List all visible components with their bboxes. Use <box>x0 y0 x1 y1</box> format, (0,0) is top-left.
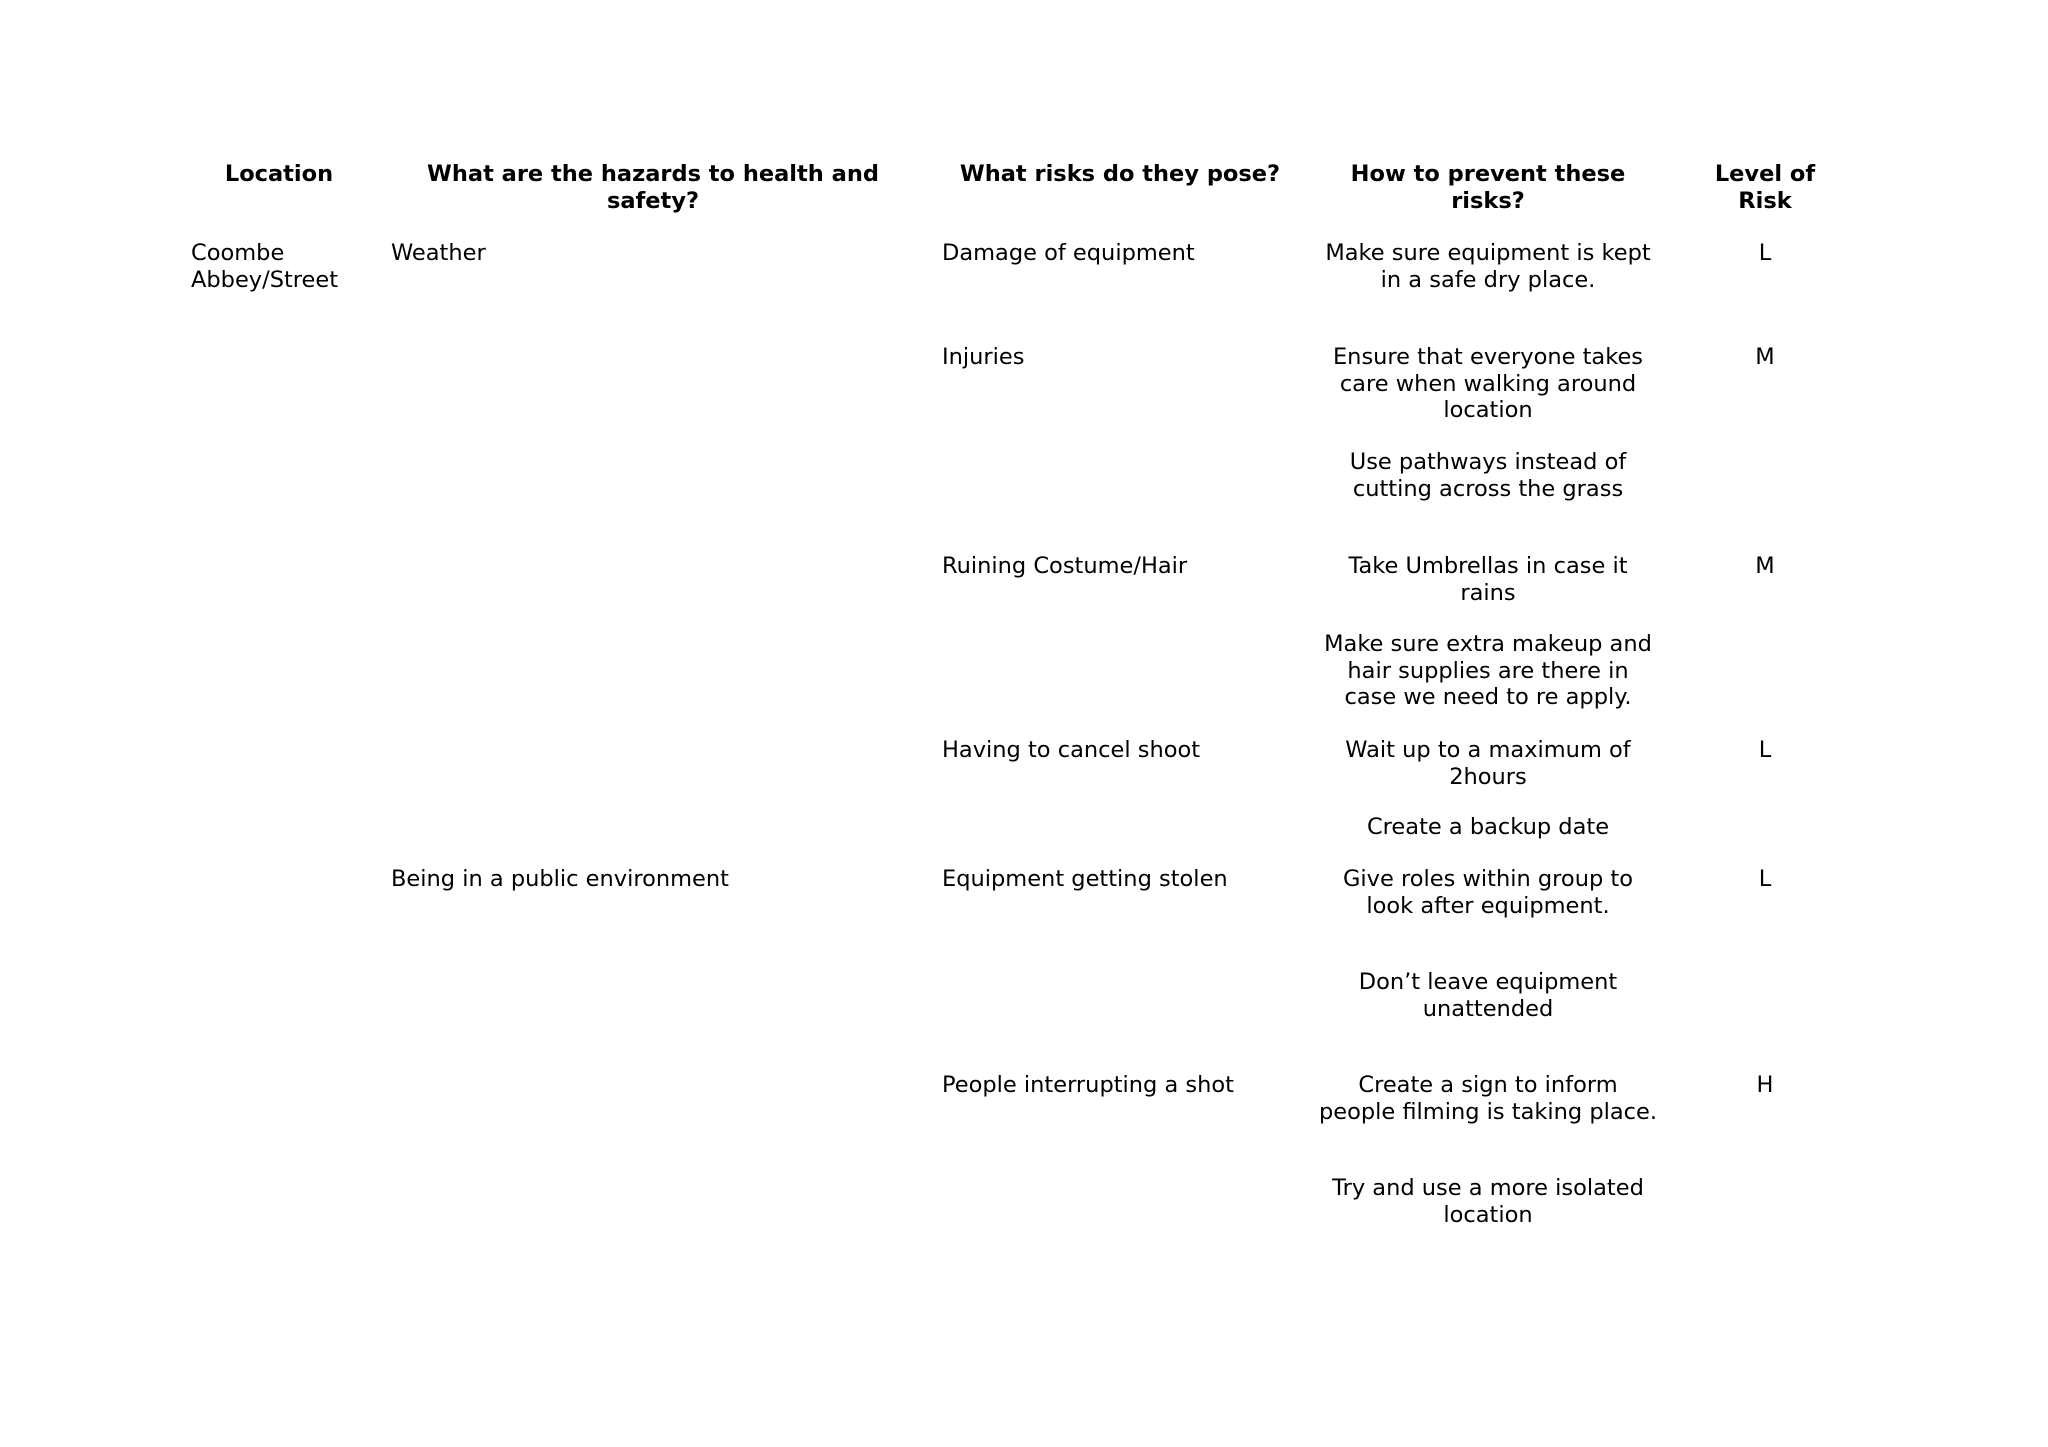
prevention-cell: Use pathways instead of cutting across the grass <box>1349 449 1627 502</box>
risk-cell: Equipment getting stolen <box>942 866 1228 892</box>
header-risk-level: Level of Risk <box>1714 161 1816 214</box>
risk-cell: Ruining Costume/Hair <box>942 553 1188 579</box>
risk-cell: People interrupting a shot <box>942 1072 1235 1098</box>
risk-level-cell: L <box>1758 240 1772 266</box>
header-location: Location <box>224 161 334 187</box>
location-cell: Coombe Abbey/Street <box>191 240 339 293</box>
prevention-cell: Try and use a more isolated location <box>1332 1175 1644 1228</box>
prevention-cell: Wait up to a maximum of 2hours <box>1345 737 1631 790</box>
risk-cell: Damage of equipment <box>942 240 1195 266</box>
prevention-cell: Ensure that everyone takes care when walking around location <box>1332 344 1644 423</box>
prevention-cell: Create a backup date <box>1366 814 1610 840</box>
hazard-cell: Weather <box>391 240 486 266</box>
header-hazards: What are the hazards to health and safety? <box>427 161 879 214</box>
header-prevention: How to prevent these risks? <box>1350 161 1626 214</box>
header-risks: What risks do they pose? <box>959 161 1281 187</box>
prevention-cell: Don’t leave equipment unattended <box>1358 969 1618 1022</box>
prevention-cell: Take Umbrellas in case it rains <box>1348 553 1628 606</box>
risk-cell: Injuries <box>942 344 1025 370</box>
prevention-cell: Create a sign to inform people filming is taking place. <box>1318 1072 1658 1125</box>
risk-level-cell: M <box>1755 344 1775 370</box>
prevention-cell: Make sure equipment is kept in a safe dry place. <box>1325 240 1651 293</box>
prevention-cell: Give roles within group to look after equipment. <box>1343 866 1633 919</box>
risk-level-cell: M <box>1755 553 1775 579</box>
risk-cell: Having to cancel shoot <box>942 737 1201 763</box>
hazard-cell: Being in a public environment <box>391 866 729 892</box>
risk-level-cell: L <box>1758 866 1772 892</box>
prevention-cell: Make sure extra makeup and hair supplies are there in case we need to re apply. <box>1324 631 1652 710</box>
risk-level-cell: H <box>1756 1072 1774 1098</box>
risk-level-cell: L <box>1758 737 1772 763</box>
